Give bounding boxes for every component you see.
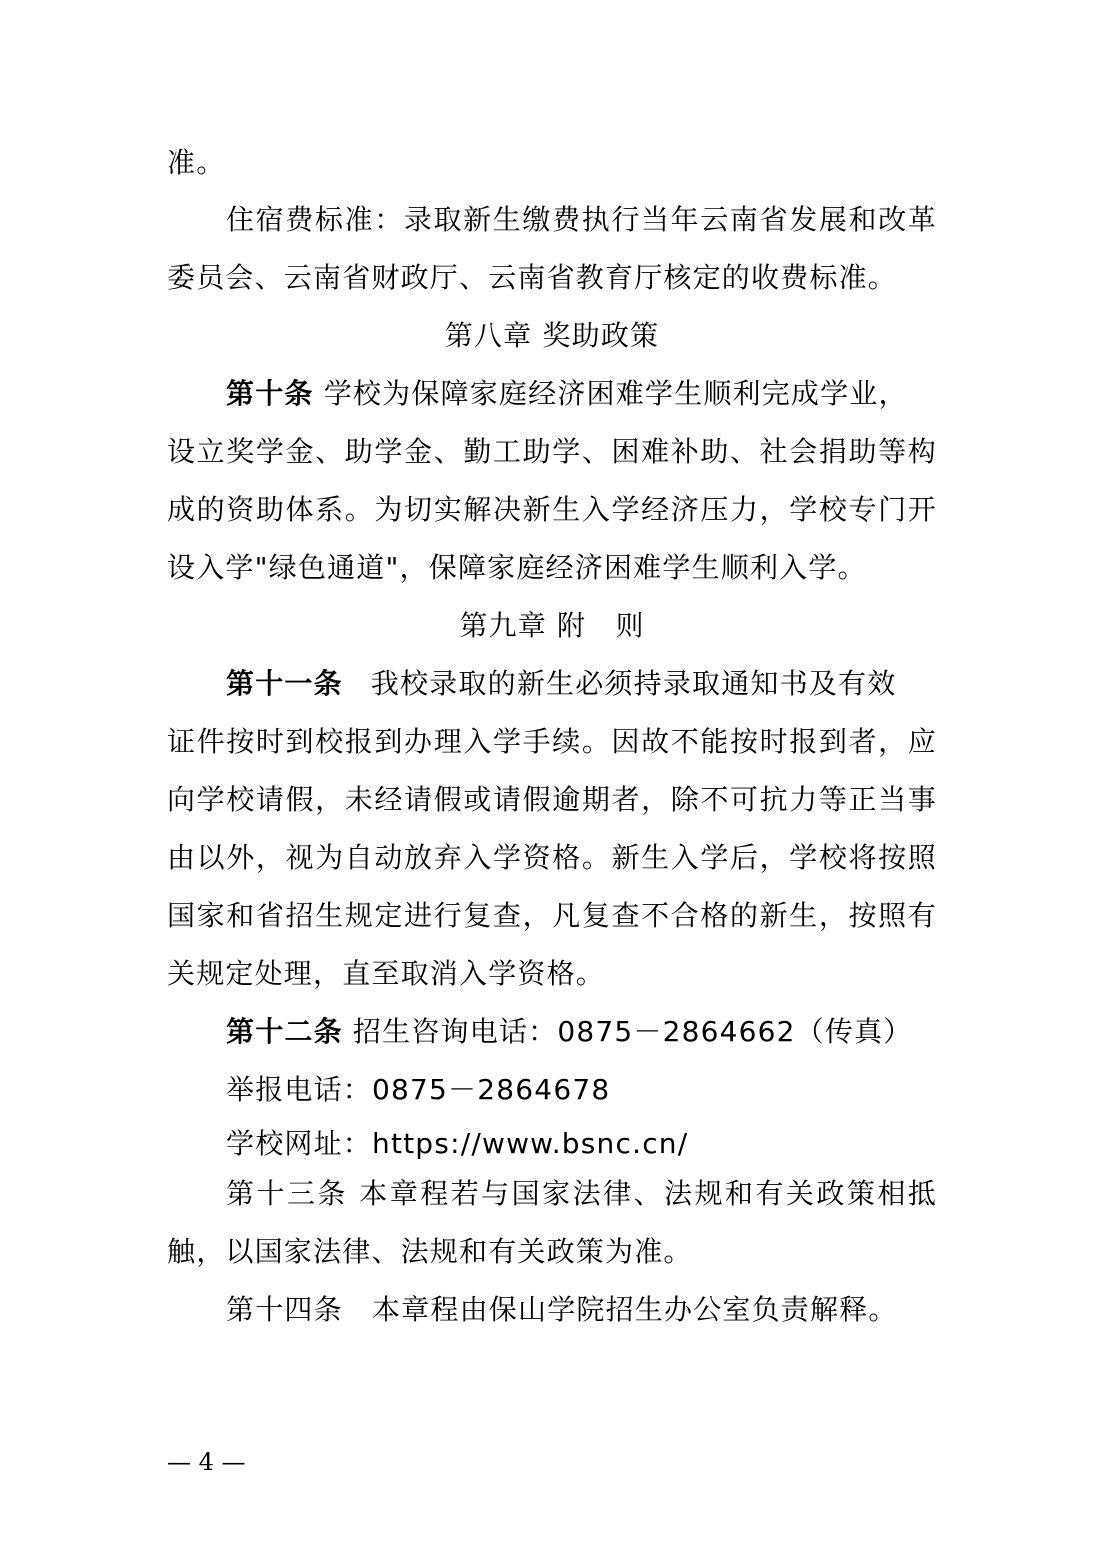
page-number: — 4 — <box>167 1448 246 1476</box>
paragraph-line: 第十四条 本章程由保山学院招生办公室负责解释。 <box>226 1293 898 1326</box>
article-label: 第十二条 <box>226 1015 343 1048</box>
article-text: 学校为保障家庭经济困难学生顺利完成学业， <box>323 377 908 410</box>
article-line <box>226 664 937 704</box>
chapter-heading: 第八章 奖助政策 <box>444 319 660 352</box>
school-website: 学校网址：https://www.bsnc.cn/ <box>226 1127 689 1160</box>
article-line <box>226 374 937 414</box>
contact-phone: 招生咨询电话：0875－2864662（传真） <box>352 1015 913 1048</box>
article-text: 我校录取的新生必须持录取通知书及有效 <box>370 667 897 700</box>
article-line <box>226 1012 937 1052</box>
paragraph-line: 证件按时到校报到办理入学手续。因故不能按时报到者，应 <box>167 725 937 758</box>
report-phone: 举报电话：0875－2864678 <box>226 1073 611 1106</box>
chapter-heading: 第九章 附 则 <box>459 609 645 642</box>
paragraph-line: 委员会、云南省财政厅、云南省教育厅核定的收费标准。 <box>167 261 898 294</box>
paragraph-line: 准。 <box>167 146 226 179</box>
article-label: 第十条 <box>226 377 314 410</box>
paragraph-line: 向学校请假，未经请假或请假逾期者，除不可抗力等正当事 <box>167 783 937 816</box>
paragraph-line: 触，以国家法律、法规和有关政策为准。 <box>167 1235 693 1268</box>
paragraph-line: 国家和省招生规定进行复查，凡复查不合格的新生，按照有 <box>167 899 937 932</box>
paragraph-line: 第十三条 本章程若与国家法律、法规和有关政策相抵 <box>226 1177 937 1210</box>
article-label: 第十一条 <box>226 667 343 700</box>
paragraph-line: 由以外，视为自动放弃入学资格。新生入学后，学校将按照 <box>167 841 937 874</box>
paragraph-line: 住宿费标准：录取新生缴费执行当年云南省发展和改革 <box>226 203 937 236</box>
paragraph-line: 关规定处理，直至取消入学资格。 <box>167 957 606 990</box>
paragraph-line: 设立奖学金、助学金、勤工助学、困难补助、社会捐助等构 <box>167 435 937 468</box>
paragraph-line: 设入学"绿色通道"，保障家庭经济困难学生顺利入学。 <box>167 551 867 584</box>
paragraph-line: 成的资助体系。为切实解决新生入学经济压力，学校专门开 <box>167 493 937 526</box>
